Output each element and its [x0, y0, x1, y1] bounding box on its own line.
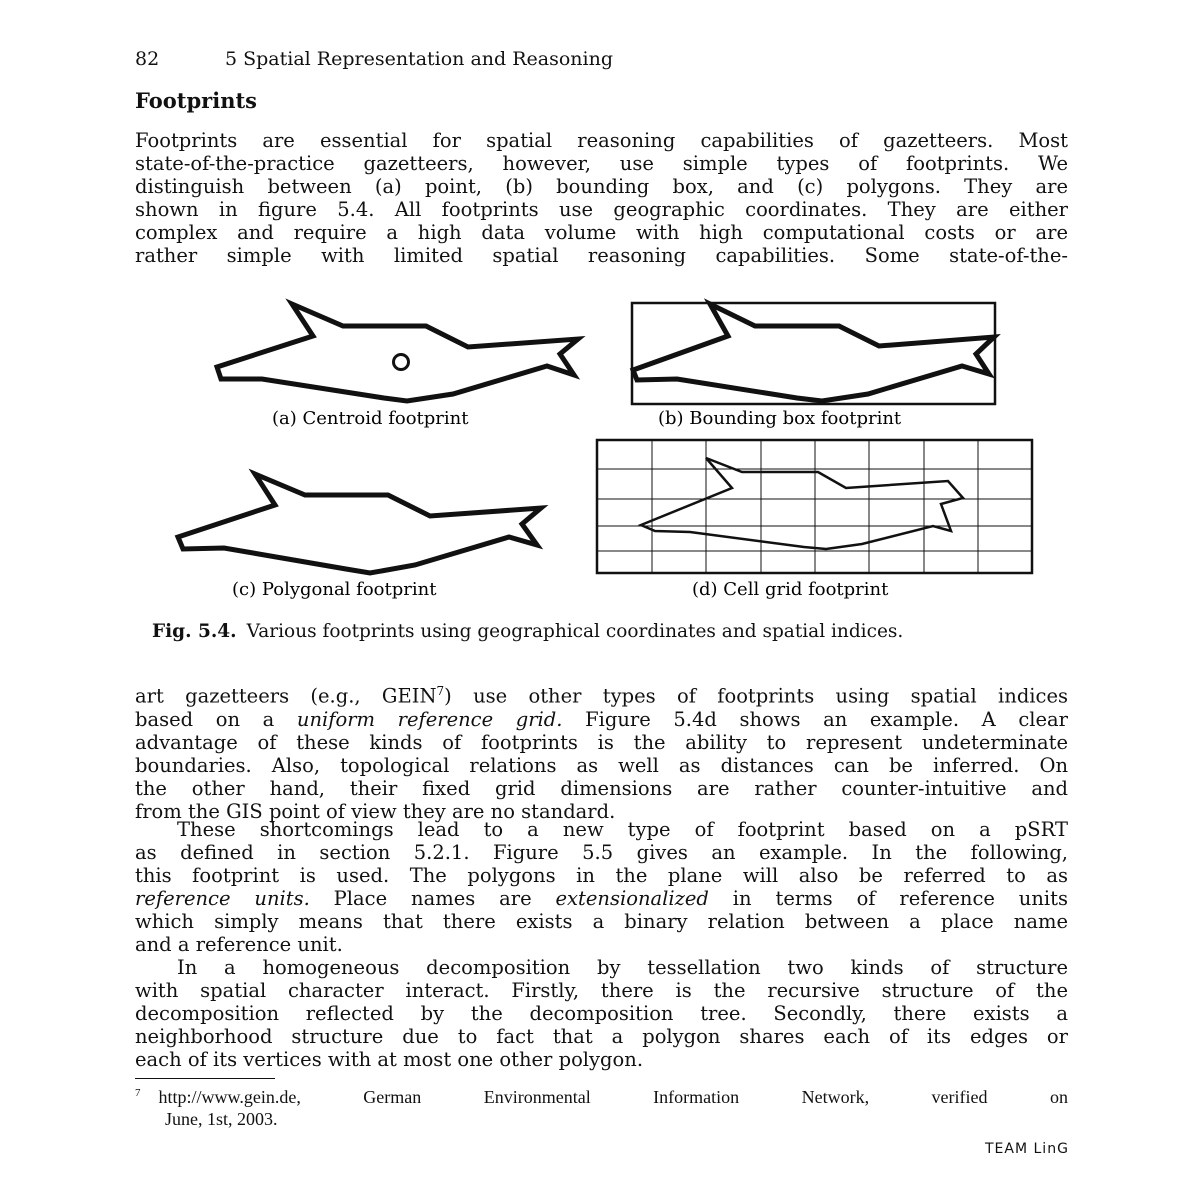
centroid-marker — [394, 355, 409, 370]
emphasis: reference units. — [135, 887, 310, 910]
paragraph-4 — [135, 956, 1068, 1071]
text-line: each of its vertices with at most one other polygon. — [135, 1048, 644, 1071]
text-line: as defined in section 5.2.1. Figure 5.5 gives an example. In the following, — [135, 841, 1068, 864]
panel-c-shape — [178, 474, 541, 573]
text-line — [135, 708, 1068, 731]
text-line: shown in figure 5.4. All footprints use geographic coordinates. They are either — [135, 198, 1068, 221]
text-line: In a homogeneous decomposition by tessellation two kinds of structure — [177, 956, 1068, 979]
emphasis: extensionalized — [555, 887, 709, 910]
footnote — [135, 1082, 1068, 1130]
panel-b-label: (b) Bounding box footprint — [658, 408, 902, 429]
emphasis: uniform reference grid. — [296, 707, 563, 731]
text-line: neighborhood structure due to fact that a polygon shares each of its edges or — [135, 1025, 1068, 1048]
text-line: distinguish between (a) point, (b) bounding box, and (c) polygons. They are — [135, 175, 1068, 198]
paragraph-2 — [135, 680, 1068, 823]
panel-d-label: (d) Cell grid footprint — [692, 579, 889, 600]
text-span: Figure 5.4d shows an example. A clear — [562, 707, 1068, 731]
footer-brand: TEAM LinG — [985, 1141, 1069, 1157]
panel-d-cellgrid — [597, 440, 1032, 600]
figure-5-4 — [0, 290, 1200, 610]
text-span: Place names are — [309, 887, 556, 910]
text-line: this footprint is used. The polygons in the plane will also be referred to as — [135, 864, 1068, 887]
text-line: decomposition reflected by the decomposition tree. Secondly, there exists a — [135, 1002, 1068, 1025]
text-line: These shortcomings lead to a new type of footprint based on a pSRT — [177, 818, 1068, 841]
figure-caption — [152, 621, 903, 642]
text-line — [135, 887, 1068, 910]
chapter-title: 5 Spatial Representation and Reasoning — [225, 48, 613, 70]
text-span: in terms of reference units — [708, 887, 1068, 910]
panel-d-polygon — [641, 458, 963, 549]
figure-caption-label: Fig. 5.4. — [152, 621, 237, 642]
text-span: ) use other types of footprints using spatial indices — [444, 684, 1068, 708]
panel-a-label: (a) Centroid footprint — [272, 408, 469, 429]
text-span: art gazetteers (e.g., GEIN — [135, 684, 437, 708]
text-line: and a reference unit. — [135, 933, 343, 956]
footnote-mark: 7 — [135, 1087, 141, 1099]
panel-c-label: (c) Polygonal footprint — [232, 579, 437, 600]
panel-c-polygon — [178, 474, 541, 600]
panel-b-bbox — [632, 303, 995, 429]
text-line: complex and require a high data volume with high computational costs or are — [135, 221, 1068, 244]
text-line: the other hand, their fixed grid dimensions are rather counter-intuitive and — [135, 776, 1068, 800]
panel-a-centroid — [217, 304, 578, 429]
footnote-line: June, 1st, 2003. — [165, 1109, 278, 1129]
running-head — [135, 48, 613, 70]
footnote-line — [135, 1082, 1068, 1108]
panel-a-polygon — [217, 304, 578, 401]
text-line: which simply means that there exists a binary relation between a place name — [135, 910, 1068, 933]
text-line: with spatial character interact. Firstly, there is the recursive structure of the — [135, 979, 1068, 1002]
text-line — [135, 680, 1068, 708]
footnote-url-text: http://www.gein.de, German Environmental Information Network, verified on — [158, 1087, 1068, 1107]
footnote-divider — [135, 1078, 275, 1079]
grid-lines — [597, 440, 1032, 573]
footnote-ref: 7 — [436, 684, 445, 698]
text-line: advantage of these kinds of footprints is the ability to represent undeterminate — [135, 730, 1068, 754]
text-line: boundaries. Also, topological relations as well as distances can be inferred. On — [135, 753, 1068, 777]
text-line: state-of-the-practice gazetteers, however, use simple types of footprints. We — [135, 152, 1068, 175]
page-number: 82 — [135, 48, 160, 70]
text-line: from the GIS point of view they are no standard. — [135, 799, 616, 823]
text-span: based on a — [135, 707, 297, 731]
text-line: rather simple with limited spatial reasoning capabilities. Some state-of-the- — [135, 244, 1068, 267]
panel-b-polygon — [633, 304, 994, 401]
paragraph-1 — [135, 129, 1068, 267]
figure-caption-text: Various footprints using geographical coordinates and spatial indices. — [246, 621, 904, 642]
section-heading: Footprints — [135, 88, 257, 113]
text-line: Footprints are essential for spatial reasoning capabilities of gazetteers. Most — [135, 129, 1068, 152]
paragraph-3 — [135, 818, 1068, 956]
